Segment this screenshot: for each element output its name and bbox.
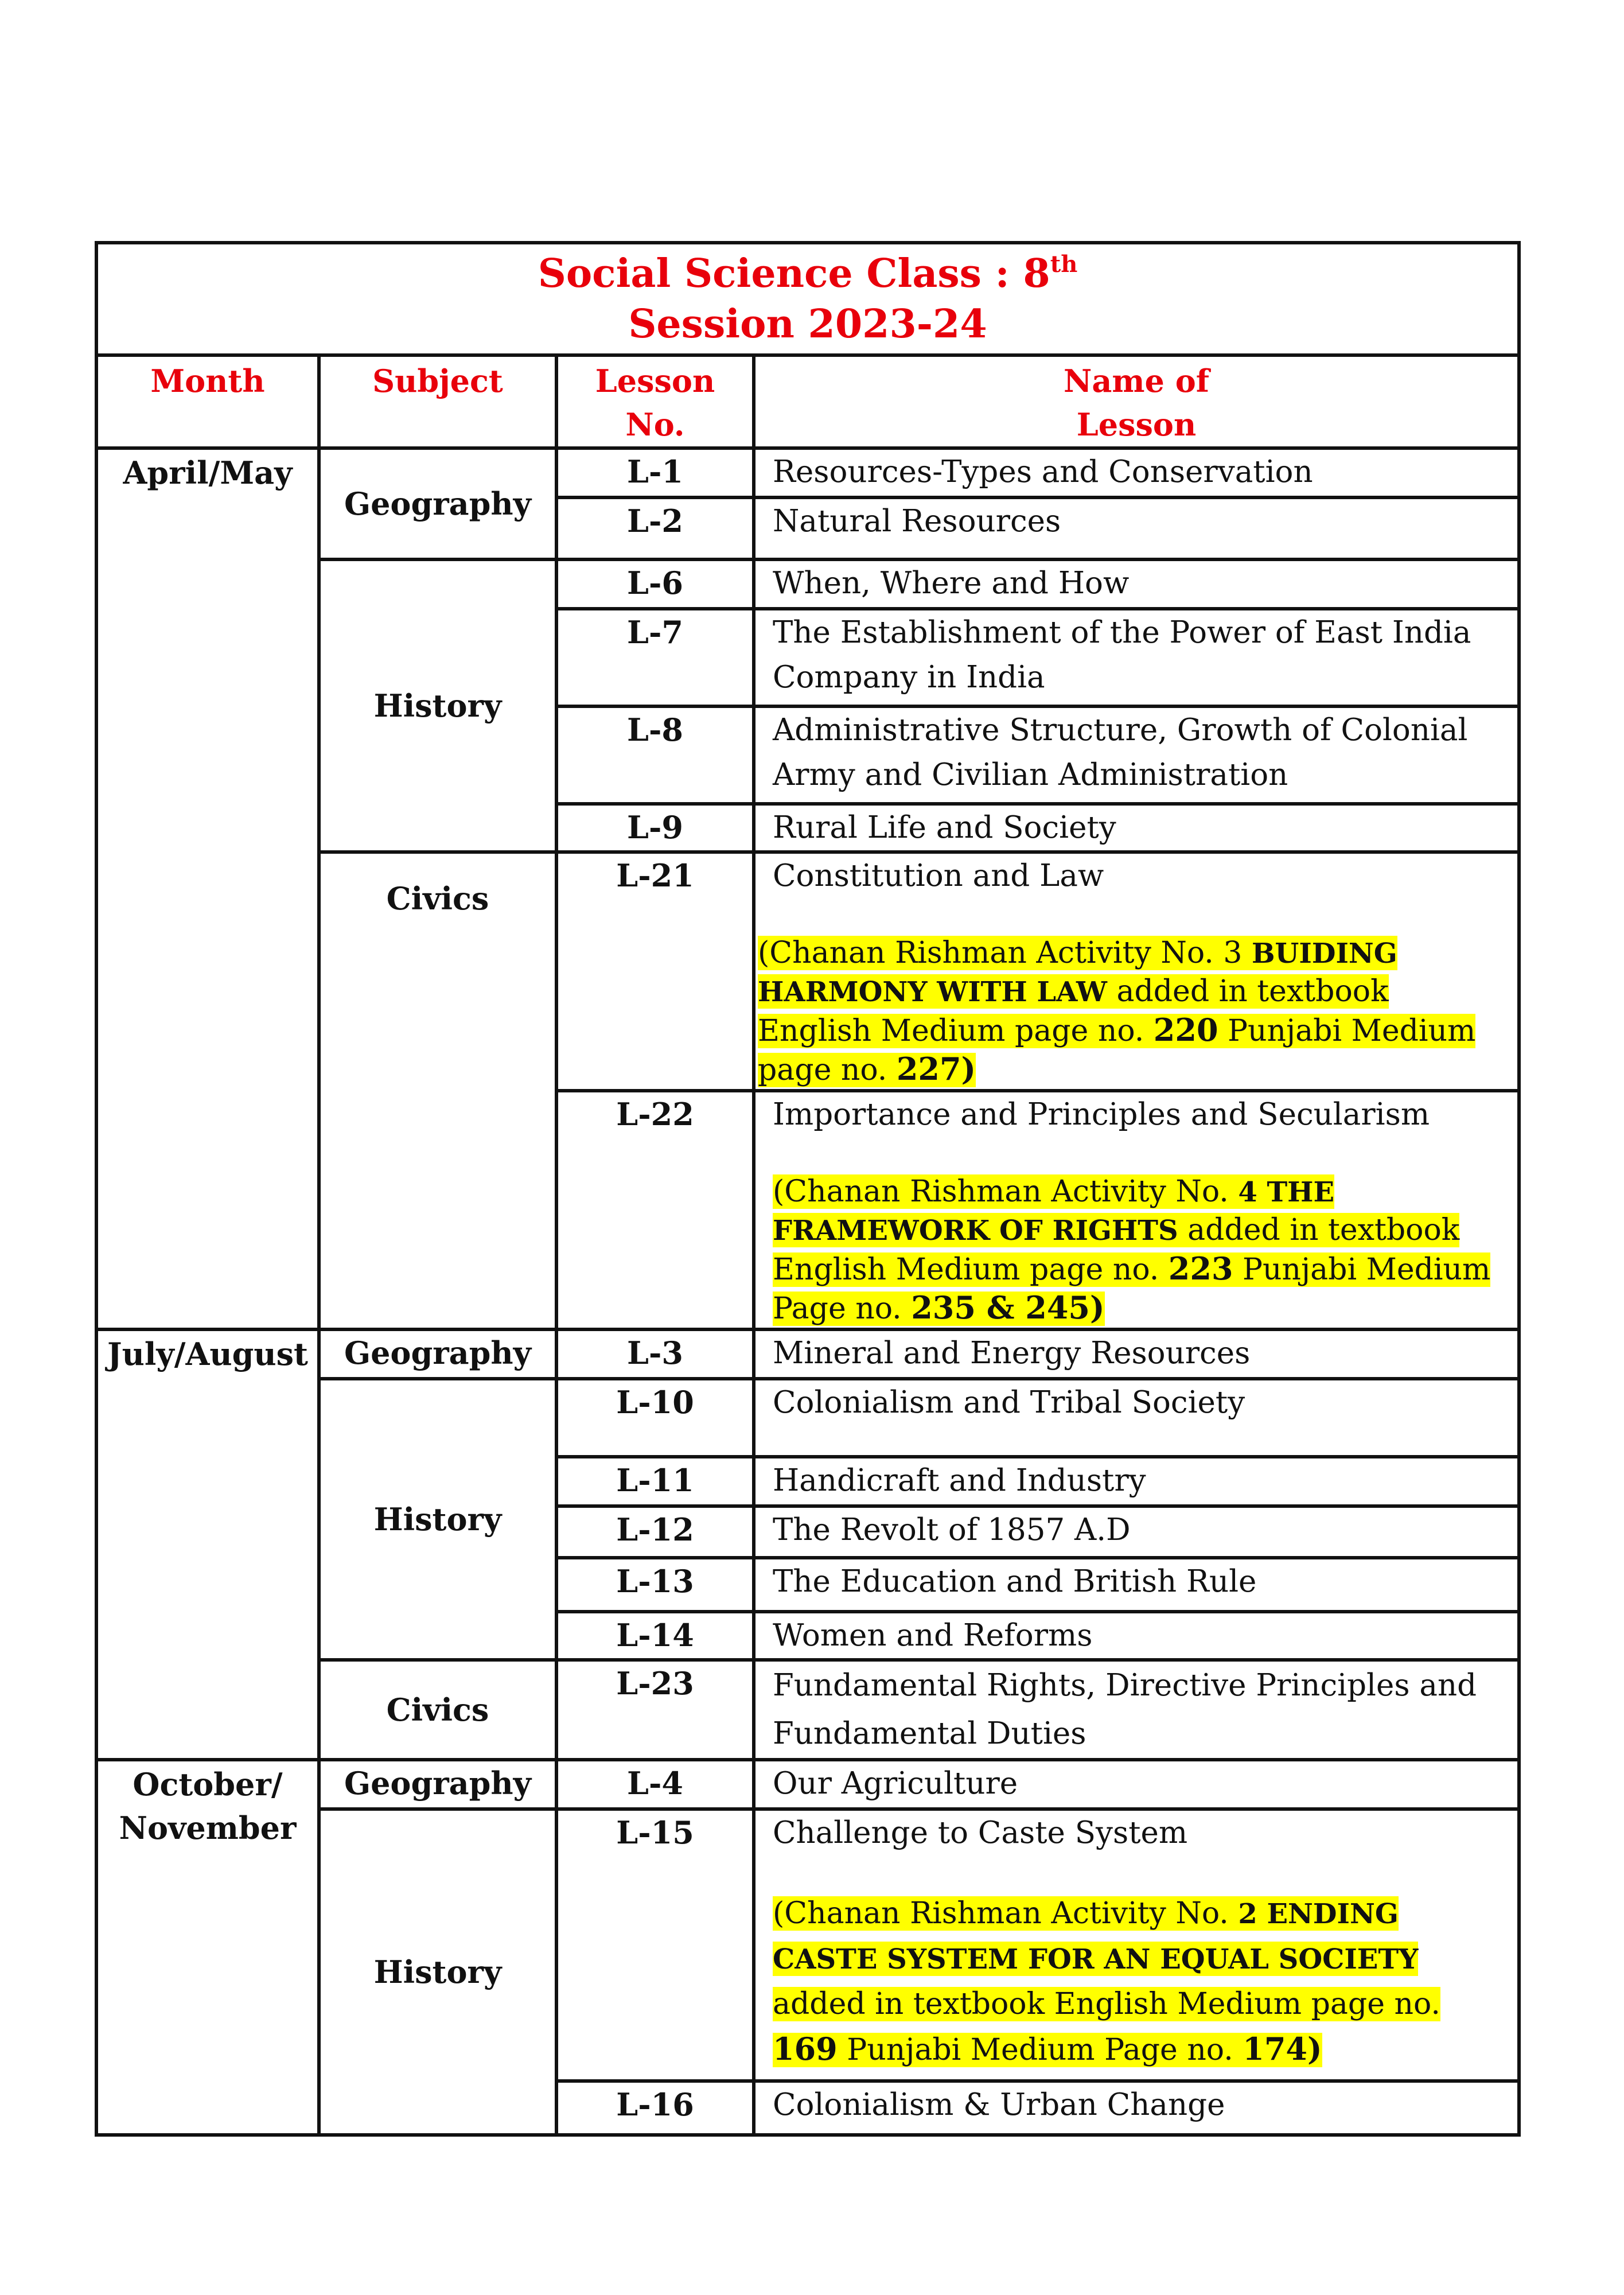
note-text: added in textbook English Medium page no. [773, 1213, 1460, 1287]
note-page-number: 220 [1153, 1012, 1218, 1048]
subject-history [319, 559, 556, 852]
col-name-line1: Name of [1064, 363, 1209, 399]
lesson-name: Natural Resources [754, 497, 1519, 559]
activity-note [773, 1173, 1508, 1328]
lesson-name: Colonialism and Tribal Society [754, 1379, 1519, 1457]
lesson-no: L-9 [556, 804, 754, 852]
note-page-number: 174) [1243, 2031, 1322, 2067]
lesson-no: L-7 [556, 609, 754, 706]
lesson-name [754, 1091, 1519, 1329]
month-label-line1: October/ [133, 1766, 283, 1803]
lesson-name: Handicraft and Industry [754, 1457, 1519, 1506]
note-text: (Chanan Rishman Activity No. [773, 1174, 1239, 1209]
lesson-no: L-3 [556, 1329, 754, 1379]
lesson-no: L-16 [556, 2081, 754, 2135]
highlighted-note [773, 1896, 1440, 2067]
subject-geography [319, 1329, 556, 1379]
title-superscript: th [1050, 251, 1078, 278]
lesson-no: L-14 [556, 1612, 754, 1660]
activity-note [758, 934, 1508, 1089]
lesson-no: L-13 [556, 1558, 754, 1612]
subject-history [319, 1809, 556, 2135]
month-october-november [96, 1760, 319, 2135]
col-name-line2: Lesson [1076, 406, 1197, 443]
month-label: July/August [107, 1336, 308, 1372]
session-text: Session 2023-24 [628, 301, 987, 347]
lesson-name-text: Importance and Principles and Secularism [773, 1097, 1430, 1132]
note-text: added in textbook English Medium page no. [758, 974, 1389, 1048]
activity-note [773, 1891, 1508, 2072]
note-page-number: 235 & 245) [911, 1289, 1105, 1326]
lesson-no: L-23 [556, 1660, 754, 1760]
lesson-name: Mineral and Energy Resources [754, 1329, 1519, 1379]
col-month-label: Month [150, 363, 265, 399]
note-text: (Chanan Rishman Activity No. 3 [758, 936, 1252, 970]
col-header-month [96, 355, 319, 448]
note-activity-title: 4 THE FRAMEWORK OF RIGHTS [773, 1176, 1335, 1247]
lesson-no: L-11 [556, 1457, 754, 1506]
subject-label: Geography [344, 485, 532, 522]
lesson-name: Colonialism & Urban Change [754, 2081, 1519, 2135]
col-header-subject [319, 355, 556, 448]
col-lesson-no-line2: No. [625, 406, 685, 443]
lesson-name: Our Agriculture [754, 1760, 1519, 1809]
subject-label: History [373, 1501, 502, 1538]
month-april-may [96, 448, 319, 1329]
note-activity-title: 2 ENDING CASTE SYSTEM FOR AN EQUAL SOCIETY [773, 1898, 1419, 1975]
subject-civics [319, 852, 556, 1329]
lesson-no: L-21 [556, 852, 754, 1091]
month-label: April/May [123, 454, 293, 491]
lesson-no: L-8 [556, 706, 754, 804]
subject-geography [319, 1760, 556, 1809]
subject-geography [319, 448, 556, 559]
highlighted-note [758, 936, 1475, 1087]
lesson-no: L-6 [556, 559, 754, 609]
lesson-no: L-22 [556, 1091, 754, 1329]
lesson-name: Resources-Types and Conservation [754, 448, 1519, 497]
highlighted-note [773, 1174, 1490, 1326]
lesson-schedule-table [95, 241, 1521, 2137]
subject-label: History [373, 1954, 502, 1990]
lesson-name: Administrative Structure, Growth of Colonial Army and Civilian Administration [754, 706, 1519, 804]
subject-label: Civics [386, 1691, 489, 1728]
lesson-name [754, 1809, 1519, 2081]
note-page-number: 223 [1168, 1250, 1233, 1287]
lesson-no: L-15 [556, 1809, 754, 2081]
lesson-name: The Revolt of 1857 A.D [754, 1506, 1519, 1558]
note-page-number: 227) [896, 1051, 976, 1087]
lesson-name [754, 852, 1519, 1091]
month-label-line2: November [119, 1810, 297, 1846]
note-text: added in textbook English Medium page no. [773, 1987, 1440, 2021]
note-page-number: 169 [773, 2031, 838, 2067]
month-july-august [96, 1329, 319, 1760]
col-subject-label: Subject [372, 363, 503, 399]
col-header-lesson-name [754, 355, 1519, 448]
lesson-name: When, Where and How [754, 559, 1519, 609]
lesson-no: L-1 [556, 448, 754, 497]
table-row [96, 1760, 1519, 1809]
lesson-no: L-12 [556, 1506, 754, 1558]
subject-history [319, 1379, 556, 1660]
note-text: Punjabi Medium Page no. [773, 1252, 1491, 1326]
lesson-name: Fundamental Rights, Directive Principles and Fundamental Duties [754, 1660, 1519, 1760]
lesson-name: The Establishment of the Power of East India Company in India [754, 609, 1519, 706]
col-header-lesson-no [556, 355, 754, 448]
lesson-name-text: Constitution and Law [773, 858, 1104, 893]
table-row [96, 448, 1519, 497]
note-text: Punjabi Medium page no. [758, 1014, 1476, 1087]
subject-label: History [373, 687, 502, 724]
column-header-row [96, 355, 1519, 448]
subject-label: Geography [344, 1765, 532, 1802]
table-row [96, 1329, 1519, 1379]
lesson-no: L-2 [556, 497, 754, 559]
note-activity-title: BUIDING HARMONY WITH LAW [758, 938, 1397, 1008]
subject-label: Geography [344, 1335, 532, 1371]
lesson-no: L-10 [556, 1379, 754, 1457]
lesson-name: The Education and British Rule [754, 1558, 1519, 1612]
lesson-name-text: Challenge to Caste System [773, 1815, 1188, 1850]
col-lesson-no-line1: Lesson [595, 363, 715, 399]
lesson-name: Rural Life and Society [754, 804, 1519, 852]
subject-civics [319, 1660, 556, 1760]
page-title [96, 243, 1519, 355]
lesson-name: Women and Reforms [754, 1612, 1519, 1660]
lesson-no: L-4 [556, 1760, 754, 1809]
title-row [96, 243, 1519, 355]
title-text: Social Science Class : 8 [538, 251, 1050, 297]
subject-label: Civics [386, 880, 489, 917]
note-text: (Chanan Rishman Activity No. [773, 1896, 1239, 1931]
note-text: Punjabi Medium Page no. [837, 2033, 1243, 2067]
